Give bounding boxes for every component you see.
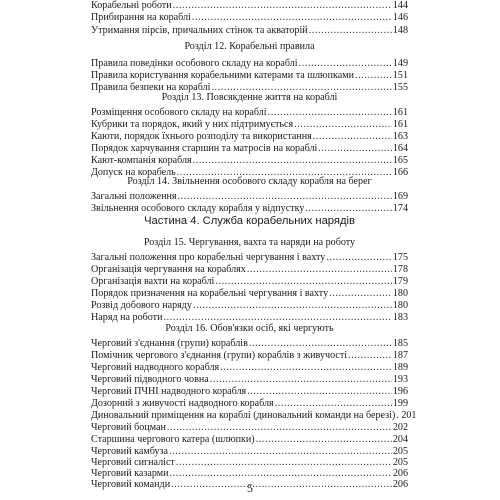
toc-entry-page: 205 bbox=[392, 446, 408, 457]
toc-entry-title: Кубрики та порядок, який у них підтримується bbox=[91, 119, 294, 130]
toc-entry-title: Черговий команди bbox=[91, 479, 171, 490]
toc-entry-page: 164 bbox=[392, 143, 408, 154]
toc-entry-page: 149 bbox=[392, 58, 408, 69]
toc-entry-title: Помічник чергового з'єднання (групи) кораблів з живучості bbox=[91, 350, 348, 361]
toc-entry-title: Черговий боцман bbox=[91, 422, 166, 433]
toc-entry-page: 174 bbox=[392, 203, 408, 214]
toc-entry-title: Розвід добового наряду bbox=[91, 300, 192, 311]
toc-entry-title: Черговий сигналіст bbox=[91, 457, 175, 468]
toc-entry-title: Прибирання на кораблі bbox=[91, 12, 191, 23]
toc-entry-page: 180 bbox=[392, 288, 408, 299]
toc-entry-page: 163 bbox=[392, 131, 408, 142]
toc-entry-title: Правила безпеки на кораблі bbox=[91, 82, 211, 93]
toc-entry-title: Розміщення особового складу на кораблі bbox=[91, 107, 267, 118]
toc-entry-page: 151 bbox=[392, 70, 408, 81]
toc-entry-title: Черговий підводного човна bbox=[91, 374, 209, 385]
toc-entry-title: Каюти, порядок їхнього розподілу та використання bbox=[91, 131, 312, 142]
toc-entry-title: Черговий надводного корабля bbox=[91, 362, 220, 373]
toc-entry-title: Порядок харчування старшин та матросів на кораблі bbox=[91, 143, 318, 154]
toc-entry-title: Порядок призначення на корабельні чергування і вахту bbox=[91, 288, 329, 299]
toc-entry-page: 161 bbox=[392, 119, 408, 130]
toc-entry-page: 183 bbox=[392, 312, 408, 323]
toc-entry-title: Диновальний приміщення на кораблі (диновальний команди на березі) bbox=[91, 410, 396, 421]
part-heading: Частина 4. Служба корабельних нарядів bbox=[144, 215, 355, 227]
section-heading: Розділ 16. Обов'язки осіб, які чергують bbox=[165, 323, 334, 334]
toc-entry-title: Утримання пірсів, причальних стінок та акваторій bbox=[91, 25, 308, 36]
toc-entry-title: Правила поведінки особового складу на кораблі bbox=[91, 58, 298, 69]
toc-entry-page: 201 bbox=[401, 410, 417, 421]
toc-entry-page: 161 bbox=[392, 107, 408, 118]
toc-entry-page: 187 bbox=[392, 350, 408, 361]
toc-entry bbox=[91, 11, 408, 24]
toc-entry-title: Черговий казарми bbox=[91, 468, 169, 479]
section-heading: Розділ 12. Корабельні правила bbox=[184, 41, 315, 52]
section-heading: Розділ 15. Чергування, вахта та наряди на роботу bbox=[143, 237, 356, 248]
toc-entry-title: Правила користування корабельними катерами та шлюпками bbox=[91, 70, 355, 81]
toc-entry-title: Наряд на роботи bbox=[91, 312, 163, 323]
toc-entry-page: 144 bbox=[392, 0, 408, 11]
toc-entry-page: 199 bbox=[392, 398, 408, 409]
toc-entry-page: 178 bbox=[392, 264, 408, 275]
toc-entry-page: 180 bbox=[392, 300, 408, 311]
toc-entry-title: Організація чергування на кораблях bbox=[91, 264, 246, 275]
toc-entry-title: Організація вахти на кораблі bbox=[91, 276, 215, 287]
toc-entry-page: 146 bbox=[392, 12, 408, 23]
toc-entry-page: 155 bbox=[392, 82, 408, 93]
toc-entry-page: 206 bbox=[392, 479, 408, 490]
toc-entry-title: Загальні положення bbox=[91, 191, 177, 202]
toc-entry-page: 202 bbox=[392, 422, 408, 433]
toc-entry-title: Дозорний з живучості надводного корабля bbox=[91, 398, 274, 409]
toc-entry-title: Звільнення особового складу корабля у відпустку bbox=[91, 203, 305, 214]
toc-entry-page: 169 bbox=[392, 191, 408, 202]
toc-entry-title: Кают-компанія корабля bbox=[91, 155, 192, 166]
section-heading: Розділ 13. Повсякденне життя на кораблі bbox=[161, 92, 338, 103]
toc-entry-page: 175 bbox=[392, 252, 408, 263]
toc-entry-title: Черговий ПЧНІ надводного корабля bbox=[91, 386, 247, 397]
toc-entry-title: Загальні положення про корабельні чергування і вахту bbox=[91, 252, 326, 263]
toc-entry-title: Корабельні роботи bbox=[91, 0, 172, 11]
toc-entry-page: 148 bbox=[392, 25, 408, 36]
toc-entry-title: Допуск на корабель bbox=[91, 167, 176, 178]
toc-entry-page: 205 bbox=[392, 457, 408, 468]
toc-entry-page: 179 bbox=[392, 276, 408, 287]
toc-entry-page: 204 bbox=[392, 434, 408, 445]
toc-entry-title: Черговий з'єднання (групи) кораблів bbox=[91, 338, 248, 349]
toc-entry-title: Черговий камбуза bbox=[91, 446, 168, 457]
toc-entry-page: 193 bbox=[392, 374, 408, 385]
toc-entry-page: 185 bbox=[392, 338, 408, 349]
toc-entry-page: 189 bbox=[392, 362, 408, 373]
toc-entry-page: 165 bbox=[392, 155, 408, 166]
toc-entry bbox=[91, 24, 408, 37]
section-heading: Розділ 14. Звільнення особового складу корабля на берег bbox=[127, 176, 372, 187]
toc-entry-page: 166 bbox=[392, 167, 408, 178]
toc-entry-page: 196 bbox=[392, 386, 408, 397]
toc-entry-page: 206 bbox=[392, 468, 408, 479]
page-number: 5 bbox=[247, 481, 253, 495]
toc-entry-title: Старшина чергового катера (шлюпки) bbox=[91, 434, 255, 445]
